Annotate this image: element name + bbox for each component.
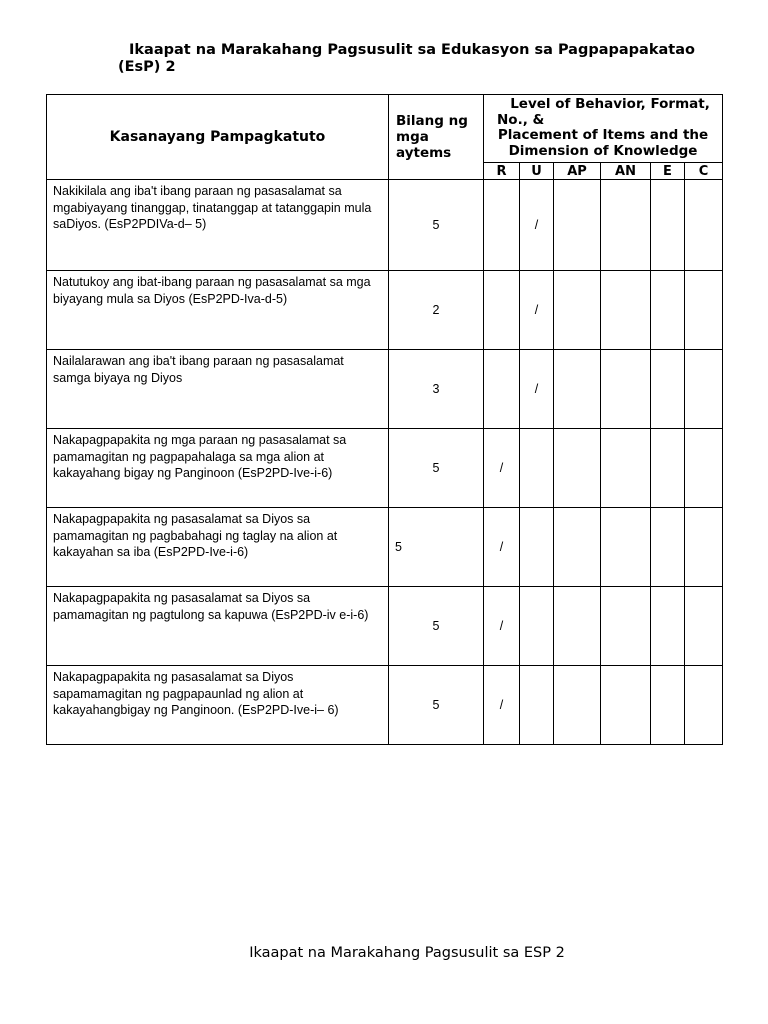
c-cell (685, 508, 723, 587)
header-sub-c: C (685, 163, 723, 180)
u-cell (520, 666, 554, 745)
document-title (118, 42, 718, 76)
u-cell: / (520, 271, 554, 350)
header-sub-r: R (484, 163, 520, 180)
header-items: Bilang ng mga aytems (389, 95, 484, 180)
table-row (47, 429, 723, 508)
c-cell (685, 180, 723, 271)
items-cell: 5 (389, 508, 484, 587)
c-cell (685, 271, 723, 350)
header-level-line-2: No., & (497, 111, 545, 128)
ap-cell (554, 666, 601, 745)
competency-cell: Nakapagpapakita ng pasasalamat sa Diyos sa pamamagitan ng pagtulong sa kapuwa (EsP2PD-iv e-i-6) (47, 587, 389, 666)
specification-table (46, 94, 723, 745)
an-cell (601, 508, 651, 587)
items-cell: 5 (389, 429, 484, 508)
title-line-1: Ikaapat na Marakahang Pagsusulit sa Edukasyon sa Pagpapapakatao (129, 42, 695, 58)
c-cell (685, 666, 723, 745)
r-cell: / (484, 587, 520, 666)
u-cell (520, 508, 554, 587)
u-cell (520, 429, 554, 508)
table-row (47, 587, 723, 666)
table-row (47, 180, 723, 271)
competency-cell: Nakapagpapakita ng pasasalamat sa Diyos sa pamamagitan ng pagbabahagi ng taglay na alion at kakayahan sa iba (EsP2PD-Ive-i-6) (47, 508, 389, 587)
an-cell (601, 350, 651, 429)
header-level-line-3: Placement of Items and the (497, 127, 709, 143)
r-cell (484, 350, 520, 429)
table-row (47, 666, 723, 745)
competency-cell: Nailalarawan ang iba't ibang paraan ng pasasalamat samga biyaya ng Diyos (47, 350, 389, 429)
header-sub-an: AN (601, 163, 651, 180)
c-cell (685, 429, 723, 508)
an-cell (601, 180, 651, 271)
r-cell: / (484, 429, 520, 508)
items-cell: 5 (389, 587, 484, 666)
ap-cell (554, 180, 601, 271)
items-cell: 5 (389, 180, 484, 271)
header-competency: Kasanayang Pampagkatuto (47, 95, 389, 180)
header-level (484, 95, 723, 163)
competency-cell: Nakikilala ang iba't ibang paraan ng pasasalamat sa mgabiyayang tinanggap, tinatanggap at tatanggapin mula saDiyos. (EsP2PDIVa-d– 5) (47, 180, 389, 271)
competency-cell: Nakapagpapakita ng pasasalamat sa Diyos sapamamagitan ng pagpapaunlad ng alion at kakayahangbigay ng Panginoon. (EsP2PD-Ive-i– 6) (47, 666, 389, 745)
c-cell (685, 587, 723, 666)
header-level-line-1: Level of Behavior, Format, (510, 96, 710, 112)
header-level-line-4: Dimension of Knowledge (508, 142, 698, 159)
an-cell (601, 666, 651, 745)
page-footer: Ikaapat na Marakahang Pagsusulit sa ESP 2 (249, 945, 565, 961)
an-cell (601, 271, 651, 350)
e-cell (651, 271, 685, 350)
u-cell: / (520, 180, 554, 271)
e-cell (651, 429, 685, 508)
e-cell (651, 180, 685, 271)
e-cell (651, 666, 685, 745)
e-cell (651, 508, 685, 587)
e-cell (651, 350, 685, 429)
items-cell: 3 (389, 350, 484, 429)
ap-cell (554, 508, 601, 587)
r-cell (484, 271, 520, 350)
e-cell (651, 587, 685, 666)
items-cell: 5 (389, 666, 484, 745)
r-cell (484, 180, 520, 271)
table-row (47, 271, 723, 350)
table-row (47, 350, 723, 429)
u-cell: / (520, 350, 554, 429)
competency-cell: Nakapagpapakita ng mga paraan ng pasasalamat sa pamamagitan ng pagpapahalaga sa mga alion at kakayahang bigay ng Panginoon (EsP2PD-Ive-i-6) (47, 429, 389, 508)
c-cell (685, 350, 723, 429)
table-row (47, 508, 723, 587)
title-line-2: (EsP) 2 (118, 59, 176, 75)
header-sub-ap: AP (554, 163, 601, 180)
ap-cell (554, 429, 601, 508)
header-sub-u: U (520, 163, 554, 180)
ap-cell (554, 271, 601, 350)
ap-cell (554, 587, 601, 666)
an-cell (601, 587, 651, 666)
r-cell: / (484, 666, 520, 745)
r-cell: / (484, 508, 520, 587)
items-cell: 2 (389, 271, 484, 350)
competency-cell: Natutukoy ang ibat-ibang paraan ng pasasalamat sa mga biyayang mula sa Diyos (EsP2PD-Iva-d-5) (47, 271, 389, 350)
header-sub-e: E (651, 163, 685, 180)
u-cell (520, 587, 554, 666)
ap-cell (554, 350, 601, 429)
an-cell (601, 429, 651, 508)
